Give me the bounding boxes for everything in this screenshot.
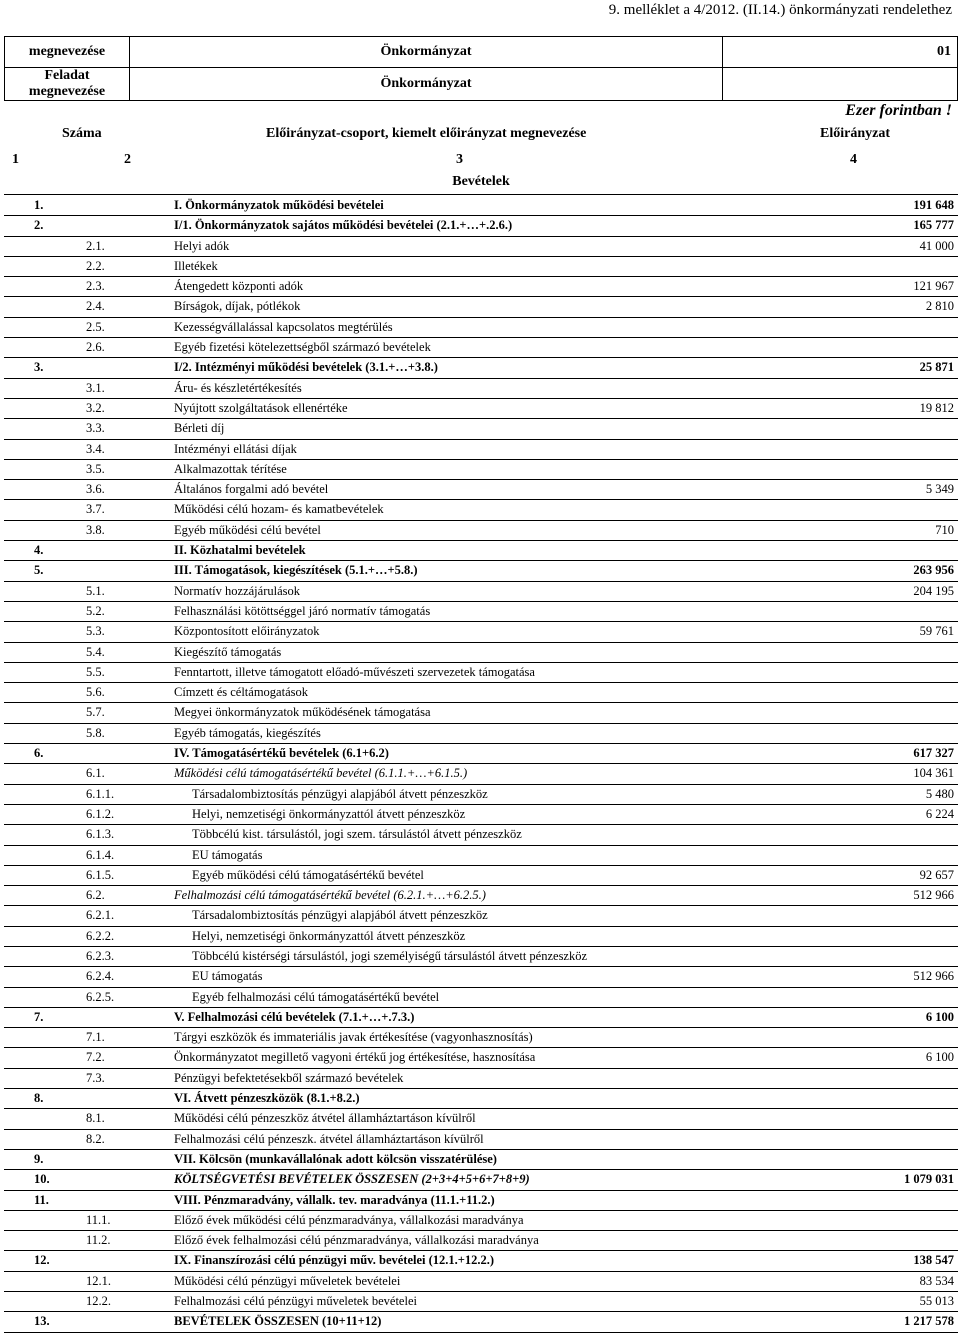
- row-subnumber: 6.1.: [86, 766, 105, 781]
- row-label: IV. Támogatásértékű bevételek (6.1+6.2): [174, 746, 389, 761]
- table-row: [4, 683, 958, 703]
- row-label: Helyi, nemzetiségi önkormányzattól átvett pénzeszköz: [192, 928, 466, 943]
- table-row: [4, 622, 958, 642]
- row-label: Működési célú pénzeszköz átvétel államháztartáson kívülről: [174, 1111, 476, 1126]
- col-szama: Száma: [62, 126, 102, 141]
- row-value: 19 812: [919, 400, 954, 415]
- table-row: [4, 1170, 958, 1190]
- table-row: [4, 1048, 958, 1068]
- header-table: [4, 36, 958, 101]
- row-subnumber: 3.3.: [86, 421, 105, 436]
- row-subnumber: 5.1.: [86, 583, 105, 598]
- row-label: VIII. Pénzmaradvány, vállalk. tev. maradványa (11.1.+11.2.): [174, 1192, 495, 1207]
- row-subnumber: 5.5.: [86, 664, 105, 679]
- budget-rows: [4, 196, 958, 1333]
- table-row: [4, 541, 958, 561]
- row-label: Nyújtott szolgáltatások ellenértéke: [174, 400, 348, 415]
- row-label: I/2. Intézményi működési bevételek (3.1.+…+3.8.): [174, 360, 438, 375]
- row-subnumber: 5.2.: [86, 603, 105, 618]
- table-row: [4, 440, 958, 460]
- row-subnumber: 5.8.: [86, 725, 105, 740]
- row-label: Társadalombiztosítás pénzügyi alapjából átvett pénzeszköz: [192, 786, 488, 801]
- table-row: [4, 318, 958, 338]
- unit-note: Ezer forintban !: [845, 102, 952, 119]
- row-number: 6.: [34, 746, 44, 761]
- row-number: 3.: [34, 360, 44, 375]
- row-subnumber: 6.2.1.: [86, 908, 115, 923]
- row-subnumber: 8.2.: [86, 1131, 105, 1146]
- row-label: VI. Átvett pénzeszközök (8.1.+8.2.): [174, 1091, 360, 1106]
- row-subnumber: 3.2.: [86, 400, 105, 415]
- row-value: 710: [935, 522, 954, 537]
- row-value: 165 777: [913, 218, 954, 233]
- table-row: [4, 805, 958, 825]
- table-row: [4, 277, 958, 297]
- table-row: [4, 480, 958, 500]
- row-value: 6 224: [925, 806, 954, 821]
- row-label: Működési célú támogatásértékű bevétel (6.1.1.+…+6.1.5.): [174, 766, 468, 781]
- row-label: BEVÉTELEK ÖSSZESEN (10+11+12): [174, 1314, 382, 1329]
- table-row: [4, 602, 958, 622]
- row-subnumber: 7.3.: [86, 1070, 105, 1085]
- table-row: [4, 724, 958, 744]
- row-subnumber: 6.2.5.: [86, 989, 115, 1004]
- table-row: [4, 1312, 958, 1332]
- row-subnumber: 3.4.: [86, 441, 105, 456]
- row-value: 25 871: [919, 360, 954, 375]
- table-row: [4, 521, 958, 541]
- table-row: [4, 379, 958, 399]
- row-subnumber: 3.8.: [86, 522, 105, 537]
- row-value: 6 100: [925, 1050, 954, 1065]
- row-value: 104 361: [913, 766, 954, 781]
- table-row: [4, 947, 958, 967]
- column-header: [4, 126, 958, 148]
- table-row: [4, 1272, 958, 1292]
- row-subnumber: 7.1.: [86, 1030, 105, 1045]
- table-row: [4, 825, 958, 845]
- table-row: [4, 460, 958, 480]
- row-subnumber: 6.2.3.: [86, 948, 115, 963]
- col-num-4: 4: [850, 152, 857, 167]
- row-subnumber: 6.2.2.: [86, 928, 115, 943]
- row-subnumber: 2.4.: [86, 299, 105, 314]
- table-row: [4, 764, 958, 784]
- megnevezese-label: megnevezése: [5, 37, 130, 68]
- row-label: Egyéb fizetési kötelezettségből származó bevételek: [174, 340, 431, 355]
- row-label: Átengedett központi adók: [174, 279, 304, 294]
- row-number: 8.: [34, 1091, 44, 1106]
- row-label: Helyi, nemzetiségi önkormányzattól átvett pénzeszköz: [192, 806, 466, 821]
- row-subnumber: 3.5.: [86, 461, 105, 476]
- row-value: 5 349: [925, 482, 954, 497]
- table-row: [4, 500, 958, 520]
- row-label: IX. Finanszírozási célú pénzügyi műv. bevételei (12.1.+12.2.): [174, 1253, 495, 1268]
- row-subnumber: 6.1.4.: [86, 847, 115, 862]
- row-subnumber: 6.2.: [86, 888, 105, 903]
- row-subnumber: 3.7.: [86, 502, 105, 517]
- row-value: 5 480: [925, 786, 954, 801]
- row-label: Bírságok, díjak, pótlékok: [174, 299, 301, 314]
- row-label: Megyei önkormányzatok működésének támogatása: [174, 705, 431, 720]
- row-label: KÖLTSÉGVETÉSI BEVÉTELEK ÖSSZESEN (2+3+4+5+6+7+8+9): [174, 1172, 530, 1187]
- row-label: III. Támogatások, kiegészítések (5.1.+…+5.8.): [174, 563, 418, 578]
- section-title: Bevételek: [4, 172, 958, 195]
- table-row: [4, 927, 958, 947]
- table-row: [4, 1089, 958, 1109]
- row-label: Alkalmazottak térítése: [174, 461, 287, 476]
- row-subnumber: 2.1.: [86, 238, 105, 253]
- row-label: Előző évek működési célú pénzmaradványa, vállalkozási maradványa: [174, 1212, 524, 1227]
- table-row: [4, 399, 958, 419]
- row-subnumber: 3.6.: [86, 482, 105, 497]
- row-label: Áru- és készletértékesítés: [174, 380, 302, 395]
- row-value: 512 966: [913, 888, 954, 903]
- row-value: 41 000: [919, 238, 954, 253]
- row-label: Felhalmozási célú támogatásértékű bevétel (6.2.1.+…+6.2.5.): [174, 888, 486, 903]
- table-row: [4, 1150, 958, 1170]
- table-row: [4, 1028, 958, 1048]
- table-row: [4, 358, 958, 378]
- row-label: Kezességvállalással kapcsolatos megtérülés: [174, 319, 393, 334]
- table-row: [4, 561, 958, 581]
- row-label: Működési célú pénzügyi műveletek bevételei: [174, 1273, 401, 1288]
- table-row: [4, 886, 958, 906]
- table-row: [4, 419, 958, 439]
- row-label: I/1. Önkormányzatok sajátos működési bevételei (2.1.+…+.2.6.): [174, 218, 513, 233]
- row-number: 4.: [34, 543, 44, 558]
- table-row: [4, 237, 958, 257]
- row-value: 617 327: [913, 746, 954, 761]
- row-subnumber: 3.1.: [86, 380, 105, 395]
- row-number: 10.: [34, 1172, 50, 1187]
- row-number: 7.: [34, 1009, 44, 1024]
- row-subnumber: 5.6.: [86, 685, 105, 700]
- row-subnumber: 11.1.: [86, 1212, 111, 1227]
- row-label: Egyéb támogatás, kiegészítés: [174, 725, 321, 740]
- row-label: V. Felhalmozási célú bevételek (7.1.+…+.7.3.): [174, 1009, 415, 1024]
- row-value: 1 217 578: [904, 1314, 954, 1329]
- row-label: VII. Kölcsön (munkavállalónak adott kölcsön visszatérülése): [174, 1151, 497, 1166]
- row-subnumber: 6.2.4.: [86, 969, 115, 984]
- row-value: 1 079 031: [904, 1172, 954, 1187]
- row-value: 92 657: [919, 867, 954, 882]
- row-number: 9.: [34, 1151, 44, 1166]
- table-row: [4, 906, 958, 926]
- row-label: Pénzügyi befektetésekből származó bevételek: [174, 1070, 404, 1085]
- table-row: [4, 1292, 958, 1312]
- row-label: Többcélú kist. társulástól, jogi szem. társulástól átvett pénzeszköz: [192, 827, 522, 842]
- row-label: I. Önkormányzatok működési bevételei: [174, 198, 384, 212]
- row-label: Bérleti díj: [174, 421, 225, 436]
- row-subnumber: 5.3.: [86, 624, 105, 639]
- code-value: 01: [723, 37, 958, 68]
- row-number: 12.: [34, 1253, 50, 1268]
- row-subnumber: 6.1.2.: [86, 806, 115, 821]
- row-number: 5.: [34, 563, 44, 578]
- row-label: Működési célú hozam- és kamatbevételek: [174, 502, 384, 517]
- row-subnumber: 5.7.: [86, 705, 105, 720]
- table-row: [4, 703, 958, 723]
- row-label: Általános forgalmi adó bevétel: [174, 482, 329, 497]
- row-subnumber: 2.3.: [86, 279, 105, 294]
- row-label: Többcélú kistérségi társulástól, jogi személyiségű társulástól átvett pénzeszköz: [192, 948, 588, 963]
- row-subnumber: 2.6.: [86, 340, 105, 355]
- table-row: [4, 1251, 958, 1271]
- table-row: [4, 744, 958, 764]
- row-label: Intézményi ellátási díjak: [174, 441, 297, 456]
- row-label: Fenntartott, illetve támogatott előadó-művészeti szervezetek támogatása: [174, 664, 535, 679]
- row-label: EU támogatás: [192, 847, 263, 862]
- row-label: Egyéb felhalmozási célú támogatásértékű bevétel: [192, 989, 440, 1004]
- row-label: Kiegészítő támogatás: [174, 644, 282, 659]
- row-label: Felhasználási kötöttséggel járó normatív támogatás: [174, 603, 431, 618]
- row-subnumber: 5.4.: [86, 644, 105, 659]
- col-num-1: 1: [12, 152, 19, 167]
- row-subnumber: 12.1.: [86, 1273, 111, 1288]
- row-label: Helyi adók: [174, 238, 230, 253]
- row-value: 512 966: [913, 969, 954, 984]
- col-num-3: 3: [456, 152, 463, 167]
- table-row: [4, 338, 958, 358]
- row-value: 121 967: [913, 279, 954, 294]
- table-row: [4, 1008, 958, 1028]
- row-value: 55 013: [919, 1294, 954, 1309]
- row-label: Címzett és céltámogatások: [174, 685, 308, 700]
- row-subnumber: 11.2.: [86, 1233, 111, 1248]
- table-row: [4, 216, 958, 236]
- table-row: [4, 1109, 958, 1129]
- row-value: 263 956: [913, 563, 954, 578]
- table-row: [4, 785, 958, 805]
- row-number: 2.: [34, 218, 44, 233]
- row-label: Központosított előirányzatok: [174, 624, 320, 639]
- row-label: EU támogatás: [192, 969, 263, 984]
- row-value: 6 100: [925, 1009, 954, 1024]
- row-label: II. Közhatalmi bevételek: [174, 543, 306, 558]
- row-number: 11.: [34, 1192, 49, 1207]
- row-subnumber: 8.1.: [86, 1111, 105, 1126]
- row-subnumber: 2.5.: [86, 319, 105, 334]
- row-label: Önkormányzatot megillető vagyoni értékű jog értékesítése, hasznosítása: [174, 1050, 536, 1065]
- col-eloiranyzat: Előirányzat: [820, 126, 890, 141]
- row-label: Egyéb működési célú bevétel: [174, 522, 321, 537]
- table-row: [4, 866, 958, 886]
- row-label: Felhalmozási célú pénzügyi műveletek bevételei: [174, 1294, 417, 1309]
- row-label: Felhalmozási célú pénzeszk. átvétel államháztartáson kívülről: [174, 1131, 484, 1146]
- row-subnumber: 6.1.3.: [86, 827, 115, 842]
- row-number: 1.: [34, 198, 44, 212]
- table-row: [4, 846, 958, 866]
- row-value: 59 761: [919, 624, 954, 639]
- row-value: 191 648: [913, 198, 954, 212]
- row-label: Társadalombiztosítás pénzügyi alapjából átvett pénzeszköz: [192, 908, 488, 923]
- col-num-2: 2: [124, 152, 131, 167]
- table-row: [4, 196, 958, 216]
- table-row: [4, 1191, 958, 1211]
- table-row: [4, 967, 958, 987]
- row-value: 83 534: [919, 1273, 954, 1288]
- row-value: 204 195: [913, 583, 954, 598]
- table-row: [4, 1130, 958, 1150]
- table-row: [4, 988, 958, 1008]
- row-subnumber: 12.2.: [86, 1294, 111, 1309]
- row-label: Tárgyi eszközök és immateriális javak értékesítése (vagyonhasznosítás): [174, 1030, 533, 1045]
- table-row: [4, 663, 958, 683]
- table-row: [4, 297, 958, 317]
- row-label: Illetékek: [174, 258, 218, 273]
- table-row: [4, 1069, 958, 1089]
- row-label: Normatív hozzájárulások: [174, 583, 300, 598]
- row-label: Előző évek felhalmozási célú pénzmaradványa, vállalkozási maradványa: [174, 1233, 539, 1248]
- megnevezese-value: Önkormányzat: [130, 37, 723, 68]
- row-number: 13.: [34, 1314, 50, 1329]
- row-subnumber: 6.1.5.: [86, 867, 115, 882]
- row-value: 138 547: [913, 1253, 954, 1268]
- row-value: 2 810: [925, 299, 954, 314]
- feladat-label: Feladat megnevezése: [5, 68, 130, 101]
- column-numbers: [4, 152, 958, 174]
- row-subnumber: 2.2.: [86, 258, 105, 273]
- row-subnumber: 7.2.: [86, 1050, 105, 1065]
- table-row: [4, 1211, 958, 1231]
- table-row: [4, 257, 958, 277]
- appendix-note: 9. melléklet a 4/2012. (II.14.) önkormányzati rendelethez: [608, 2, 952, 18]
- row-label: Egyéb működési célú támogatásértékű bevétel: [192, 867, 424, 882]
- table-row: [4, 1231, 958, 1251]
- table-row: [4, 643, 958, 663]
- col-csoport: Előirányzat-csoport, kiemelt előirányzat megnevezése: [266, 126, 587, 141]
- feladat-value: Önkormányzat: [130, 68, 723, 101]
- table-row: [4, 582, 958, 602]
- row-subnumber: 6.1.1.: [86, 786, 115, 801]
